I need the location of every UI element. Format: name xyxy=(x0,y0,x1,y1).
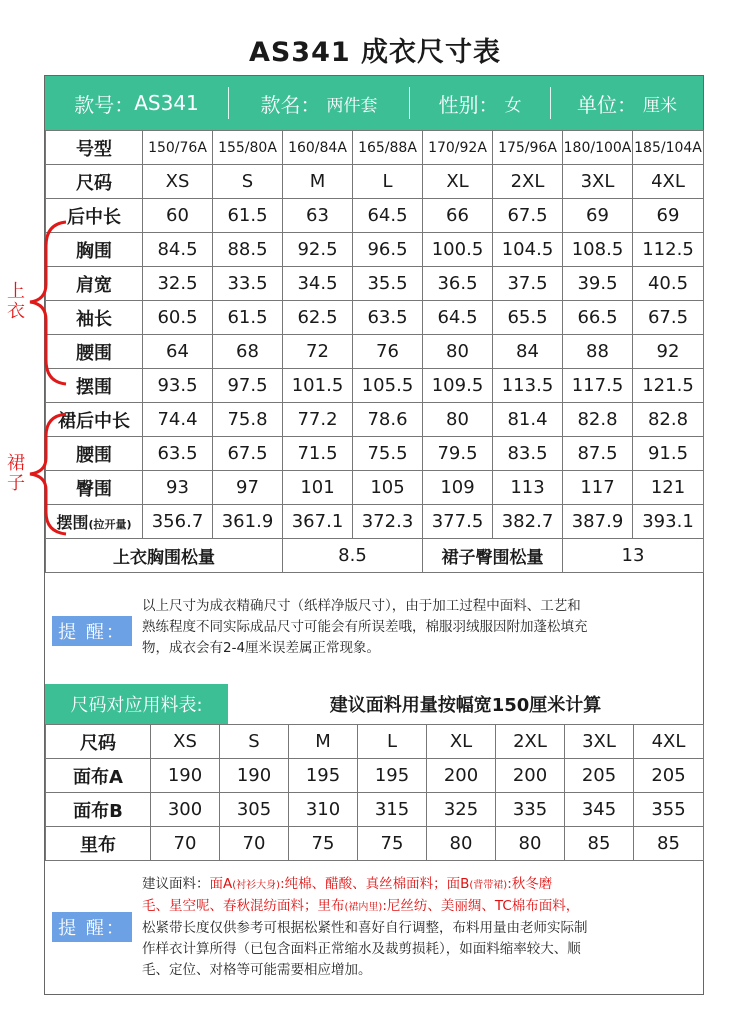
reminder-line: 以上尺寸为成衣精确尺寸（纸样净版尺寸），由于加工过程中面料、工艺和 xyxy=(142,598,581,614)
measure-cell: 97 xyxy=(213,471,283,505)
page-title: AS341 成衣尺寸表 xyxy=(248,37,502,68)
measure-cell: 121 xyxy=(633,471,704,505)
measure-cell: 68 xyxy=(213,335,283,369)
measure-cell: 109.5 xyxy=(423,369,493,403)
fabric-cell: 85 xyxy=(565,827,634,861)
size-cell: 2XL xyxy=(493,165,563,199)
gender-value: 女 xyxy=(504,95,522,116)
fabric-reminder-line xyxy=(142,874,700,896)
top-group-char: 衣 xyxy=(7,301,25,322)
measure-cell: 97.5 xyxy=(213,369,283,403)
measure-cell: 91.5 xyxy=(633,437,704,471)
measure-row xyxy=(46,267,704,301)
measure-row xyxy=(46,471,704,505)
measure-row xyxy=(46,403,704,437)
row-label: 袖长 xyxy=(46,301,143,335)
measure-cell: 64.5 xyxy=(423,301,493,335)
fabric-reminder-line: 松紧带长度仅供参考可根据松紧性和喜好自行调整，布料用量由老师实际制 xyxy=(142,920,588,936)
fabric-cell: 80 xyxy=(427,827,496,861)
fabric-reminder-box xyxy=(45,860,703,994)
size-label: 尺码 xyxy=(46,165,143,199)
top-ease-label: 上衣胸围松量 xyxy=(46,539,283,573)
measure-cell: 69 xyxy=(563,199,633,233)
measure-cell: 356.7 xyxy=(143,505,213,539)
size-row xyxy=(46,165,704,199)
measure-cell: 35.5 xyxy=(353,267,423,301)
size-cell: S xyxy=(213,165,283,199)
measure-cell: 78.6 xyxy=(353,403,423,437)
measure-row xyxy=(46,437,704,471)
lining-note: (裙内里) xyxy=(344,902,383,913)
measure-cell: 377.5 xyxy=(423,505,493,539)
fabric-cell: 205 xyxy=(634,759,704,793)
measure-cell: 112.5 xyxy=(633,233,704,267)
size-cell: 3XL xyxy=(563,165,633,199)
fabric-cell: 80 xyxy=(496,827,565,861)
measure-cell: 61.5 xyxy=(213,301,283,335)
gender-key: 性别： xyxy=(438,92,499,117)
top-group-brace xyxy=(30,222,66,384)
measure-cell: 96.5 xyxy=(353,233,423,267)
fabric-row xyxy=(46,827,704,861)
measure-cell: 69 xyxy=(633,199,704,233)
measure-cell: 64 xyxy=(143,335,213,369)
measure-cell: 84.5 xyxy=(143,233,213,267)
fabric-cell: 205 xyxy=(565,759,634,793)
measure-cell: 100.5 xyxy=(423,233,493,267)
model-row xyxy=(46,131,704,165)
fabric-cell: 85 xyxy=(634,827,704,861)
size-cell: XL xyxy=(423,165,493,199)
fabric-cell: 70 xyxy=(151,827,220,861)
measure-row xyxy=(46,369,704,403)
measure-cell: 113 xyxy=(493,471,563,505)
fabric-reminder-line xyxy=(142,896,700,918)
size-cell: 2XL xyxy=(496,725,565,759)
fabric-size-label: 尺码 xyxy=(46,725,151,759)
measure-cell: 82.8 xyxy=(563,403,633,437)
measure-cell: 33.5 xyxy=(213,267,283,301)
fabric-header xyxy=(45,684,703,724)
row-label: 后中长 xyxy=(46,199,143,233)
size-cell: L xyxy=(353,165,423,199)
measure-cell: 63.5 xyxy=(353,301,423,335)
measure-cell: 382.7 xyxy=(493,505,563,539)
measure-cell: 72 xyxy=(283,335,353,369)
measure-cell: 75.5 xyxy=(353,437,423,471)
measure-cell: 93 xyxy=(143,471,213,505)
fabric-row xyxy=(46,759,704,793)
style-name-value: 两件套 xyxy=(326,95,378,116)
fabric-cell: 305 xyxy=(220,793,289,827)
measure-cell: 67.5 xyxy=(213,437,283,471)
measure-cell: 83.5 xyxy=(493,437,563,471)
fabric-b-note: (背带裙) xyxy=(469,880,508,891)
row-label: 胸围 xyxy=(46,233,143,267)
measure-cell: 372.3 xyxy=(353,505,423,539)
fabric-a-rest: :纯棉、醋酸、真丝棉面料；面B xyxy=(280,876,470,892)
size-cell: XS xyxy=(143,165,213,199)
measure-cell: 121.5 xyxy=(633,369,704,403)
fabric-cell: 75 xyxy=(358,827,427,861)
measure-cell: 61.5 xyxy=(213,199,283,233)
measure-cell: 105 xyxy=(353,471,423,505)
model-cell: 170/92A xyxy=(423,131,493,165)
model-cell: 160/84A xyxy=(283,131,353,165)
ease-row xyxy=(46,539,704,573)
fabric-reminder-text xyxy=(142,874,700,981)
skirt-ease-label: 裙子臀围松量 xyxy=(423,539,563,573)
size-cell: L xyxy=(358,725,427,759)
fabric-cell: 310 xyxy=(289,793,358,827)
measure-cell: 60.5 xyxy=(143,301,213,335)
fabric-cell: 345 xyxy=(565,793,634,827)
style-name-key: 款名： xyxy=(260,92,321,117)
measure-cell: 40.5 xyxy=(633,267,704,301)
measure-row xyxy=(46,199,704,233)
style-no-key: 款号： xyxy=(74,92,135,117)
model-cell: 185/104A xyxy=(633,131,704,165)
size-cell: XL xyxy=(427,725,496,759)
fabric-row-label: 面布A xyxy=(46,759,151,793)
measure-cell: 63.5 xyxy=(143,437,213,471)
measure-cell: 80 xyxy=(423,335,493,369)
measure-cell: 108.5 xyxy=(563,233,633,267)
suggest-prefix: 建议面料： xyxy=(142,876,210,892)
measure-row xyxy=(46,301,704,335)
measure-cell: 60 xyxy=(143,199,213,233)
top-group-char: 上 xyxy=(7,281,25,302)
measure-cell: 117.5 xyxy=(563,369,633,403)
top-group-label xyxy=(6,282,26,322)
fabric-cell: 315 xyxy=(358,793,427,827)
measure-cell: 65.5 xyxy=(493,301,563,335)
size-table xyxy=(45,130,704,573)
fabric-reminder-badge: 提 醒： xyxy=(52,912,132,942)
measure-cell: 77.2 xyxy=(283,403,353,437)
measure-cell: 37.5 xyxy=(493,267,563,301)
size-cell: S xyxy=(220,725,289,759)
measure-cell: 93.5 xyxy=(143,369,213,403)
fabric-cell: 75 xyxy=(289,827,358,861)
fabric-reminder-line: 作样衣计算所得（已包含面料正常缩水及裁剪损耗），如面料缩率较大、顺 xyxy=(142,941,581,957)
fabric-b-cont: 毛、星空呢、春秋混纺面料；里布 xyxy=(142,898,345,914)
unit-cell xyxy=(551,76,703,130)
fabric-row-label: 里布 xyxy=(46,827,151,861)
measure-cell: 62.5 xyxy=(283,301,353,335)
measure-row xyxy=(46,505,704,539)
size-cell: 3XL xyxy=(565,725,634,759)
model-label: 号型 xyxy=(46,131,143,165)
model-cell: 150/76A xyxy=(143,131,213,165)
measure-cell: 117 xyxy=(563,471,633,505)
measure-cell: 367.1 xyxy=(283,505,353,539)
fabric-cell: 325 xyxy=(427,793,496,827)
measure-cell: 87.5 xyxy=(563,437,633,471)
fabric-reminder-line: 毛、定位、对格等可能需要相应增加。 xyxy=(142,962,372,978)
measure-cell: 84 xyxy=(493,335,563,369)
measure-cell: 92 xyxy=(633,335,704,369)
measure-cell: 34.5 xyxy=(283,267,353,301)
lining-rest: :尼丝纺、美丽绸、TC棉布面料， xyxy=(382,898,580,914)
measure-cell: 76 xyxy=(353,335,423,369)
fabric-row xyxy=(46,793,704,827)
measure-cell: 74.4 xyxy=(143,403,213,437)
top-ease-value: 8.5 xyxy=(283,539,423,573)
measure-cell: 101.5 xyxy=(283,369,353,403)
row-label: 腰围 xyxy=(46,335,143,369)
measure-cell: 39.5 xyxy=(563,267,633,301)
unit-value: 厘米 xyxy=(643,95,677,116)
size-cell: M xyxy=(289,725,358,759)
measure-cell: 67.5 xyxy=(493,199,563,233)
measure-cell: 71.5 xyxy=(283,437,353,471)
fabric-cell: 195 xyxy=(289,759,358,793)
measure-cell: 393.1 xyxy=(633,505,704,539)
size-cell: 4XL xyxy=(634,725,704,759)
fabric-table xyxy=(45,724,704,861)
measure-row xyxy=(46,233,704,267)
style-no-value: AS341 xyxy=(134,91,199,115)
fabric-cell: 70 xyxy=(220,827,289,861)
size-cell: XS xyxy=(151,725,220,759)
fabric-cell: 190 xyxy=(220,759,289,793)
measure-cell: 105.5 xyxy=(353,369,423,403)
row-label-main: 摆围 xyxy=(56,513,89,532)
measure-cell: 82.8 xyxy=(633,403,704,437)
measure-cell: 104.5 xyxy=(493,233,563,267)
style-name-cell xyxy=(229,76,409,130)
measure-cell: 67.5 xyxy=(633,301,704,335)
fabric-size-row xyxy=(46,725,704,759)
row-label-note: (拉开量) xyxy=(88,518,132,531)
reminder-badge: 提 醒： xyxy=(52,616,132,646)
measure-cell: 32.5 xyxy=(143,267,213,301)
fabric-row-label: 面布B xyxy=(46,793,151,827)
row-label: 裙后中长 xyxy=(46,403,143,437)
measure-cell: 66 xyxy=(423,199,493,233)
fabric-a-name: 面A xyxy=(209,876,233,892)
model-cell: 180/100A xyxy=(563,131,633,165)
measure-cell: 63 xyxy=(283,199,353,233)
row-label: 腰围 xyxy=(46,437,143,471)
measure-cell: 81.4 xyxy=(493,403,563,437)
size-cell: M xyxy=(283,165,353,199)
fabric-cell: 335 xyxy=(496,793,565,827)
measure-cell: 109 xyxy=(423,471,493,505)
model-cell: 165/88A xyxy=(353,131,423,165)
fabric-a-note: (衬衫大身) xyxy=(232,880,281,891)
measure-cell: 80 xyxy=(423,403,493,437)
reminder-box xyxy=(45,578,703,684)
info-header xyxy=(45,76,703,130)
measure-row xyxy=(46,335,704,369)
model-cell: 155/80A xyxy=(213,131,283,165)
reminder-line: 熟练程度不同实际成品尺寸可能会有所误差哦，棉服羽绒服因附加蓬松填充 xyxy=(142,619,588,635)
fabric-badge: 尺码对应用料表: xyxy=(45,684,228,724)
skirt-ease-value: 13 xyxy=(563,539,704,573)
gender-cell xyxy=(410,76,550,130)
fabric-cell: 195 xyxy=(358,759,427,793)
skirt-group-label xyxy=(6,454,26,494)
measure-cell: 36.5 xyxy=(423,267,493,301)
skirt-group-char: 子 xyxy=(7,473,25,494)
fabric-b-rest: :秋冬磨 xyxy=(507,876,553,892)
fabric-a-text xyxy=(210,876,553,892)
fabric-subtitle: 建议面料用量按幅宽150厘米计算 xyxy=(329,695,602,716)
row-label: 臀围 xyxy=(46,471,143,505)
reminder-text xyxy=(142,596,697,659)
size-cell: 4XL xyxy=(633,165,704,199)
unit-key: 单位： xyxy=(577,92,637,117)
fabric-cell: 300 xyxy=(151,793,220,827)
measure-cell: 66.5 xyxy=(563,301,633,335)
skirt-group-char: 裙 xyxy=(7,453,25,474)
reminder-line: 物，成衣会有2-4厘米误差属正常现象。 xyxy=(142,640,381,656)
measure-cell: 88 xyxy=(563,335,633,369)
measure-cell: 64.5 xyxy=(353,199,423,233)
measure-cell: 75.8 xyxy=(213,403,283,437)
fabric-cell: 190 xyxy=(151,759,220,793)
fabric-cell: 200 xyxy=(496,759,565,793)
fabric-cell: 355 xyxy=(634,793,704,827)
measure-cell: 101 xyxy=(283,471,353,505)
row-label: 肩宽 xyxy=(46,267,143,301)
measure-cell: 88.5 xyxy=(213,233,283,267)
measure-cell: 387.9 xyxy=(563,505,633,539)
skirt-group-brace xyxy=(30,414,66,534)
measure-cell: 79.5 xyxy=(423,437,493,471)
measure-cell: 113.5 xyxy=(493,369,563,403)
fabric-cell: 200 xyxy=(427,759,496,793)
measure-cell: 361.9 xyxy=(213,505,283,539)
row-label: 摆围 xyxy=(46,369,143,403)
model-cell: 175/96A xyxy=(493,131,563,165)
measure-cell: 92.5 xyxy=(283,233,353,267)
